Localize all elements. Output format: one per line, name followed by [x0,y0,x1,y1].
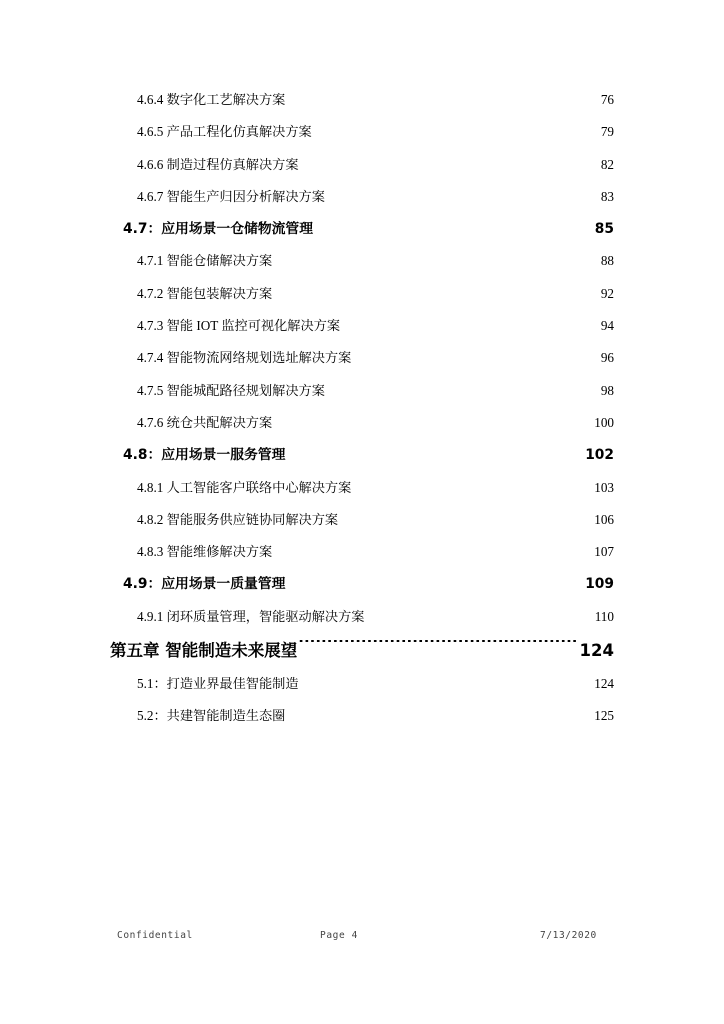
footer-page-number: Page 4 [320,930,358,941]
toc-leader-dots [273,414,593,427]
toc-entry[interactable] [0,633,724,668]
toc-entry[interactable] [0,536,724,568]
toc-entry-title: 4.8：应用场景一服务管理 [123,447,286,464]
toc-entry-title: 5.2：共建智能制造生态圈 [137,708,286,724]
toc-entry[interactable] [0,504,724,536]
toc-entry[interactable] [0,84,724,116]
toc-entry-title: 第五章 智能制造未来展望 [110,641,298,661]
toc-leader-dots [326,188,600,201]
toc-entry-page: 102 [585,447,614,464]
toc-entry[interactable] [0,245,724,277]
toc-leader-dots [273,285,600,298]
toc-entry-title: 4.7.2 智能包装解决方案 [137,285,273,301]
toc-entry-page: 79 [600,124,614,140]
toc-entry[interactable] [0,568,724,600]
toc-leader-dots [273,543,593,556]
toc-entry-page: 85 [594,221,614,238]
toc-entry-title: 4.6.4 数字化工艺解决方案 [137,92,286,107]
toc-entry-page: 106 [594,511,614,527]
toc-leader-dots [298,640,578,657]
toc-entry[interactable] [0,342,724,374]
toc-entry-title: 4.7.6 统仓共配解决方案 [137,414,273,430]
toc-leader-dots [352,349,600,362]
toc-entry-page: 109 [585,576,614,593]
toc-entry-title: 4.6.6 制造过程仿真解决方案 [137,156,299,172]
toc-entry[interactable] [0,700,724,732]
toc-leader-dots [300,155,600,168]
toc-leader-dots [313,123,600,136]
footer-confidential: Confidential [117,930,193,941]
toc-entry[interactable] [0,668,724,700]
toc-entry-title: 4.8.2 智能服务供应链协同解决方案 [137,511,339,527]
toc-entry-page: 83 [600,188,614,204]
toc-entry-title: 4.9.1 闭环质量管理，智能驱动解决方案 [137,608,365,624]
toc-leader-dots [365,608,593,621]
toc-entry[interactable] [0,439,724,471]
toc-entry[interactable] [0,181,724,213]
toc-leader-dots [286,707,593,720]
toc-entry-page: 107 [594,544,614,560]
footer-date: 7/13/2020 [540,930,597,941]
toc-leader-dots [314,219,594,233]
toc-entry[interactable] [0,278,724,310]
toc-entry[interactable] [0,375,724,407]
toc-leader-dots [326,381,600,394]
toc-entry-title: 4.9：应用场景一质量管理 [123,576,286,593]
toc-leader-dots [286,91,599,104]
toc-entry-page: 88 [600,253,614,269]
toc-entry-title: 4.8.3 智能维修解决方案 [137,544,273,560]
toc-entry-page: 76 [600,92,614,107]
toc-leader-dots [352,478,593,491]
toc-entry-page: 98 [600,382,614,398]
toc-entry-page: 94 [600,318,614,334]
toc-entry[interactable] [0,213,724,245]
toc-entry-title: 4.7：应用场景一仓储物流管理 [123,221,314,238]
toc-entry-title: 4.6.7 智能生产归因分析解决方案 [137,188,325,204]
toc-entry[interactable] [0,601,724,633]
toc-entry-page: 82 [600,156,614,172]
toc-leader-dots [341,317,600,330]
toc-entry-title: 4.7.3 智能 IOT 监控可视化解决方案 [137,318,341,334]
toc-leader-dots [300,675,594,688]
toc-entry[interactable] [0,310,724,342]
toc-entry[interactable] [0,407,724,439]
toc-entry-title: 5.1：打造业界最佳智能制造 [137,676,299,692]
toc-entry-page: 96 [600,350,614,366]
toc-entry-title: 4.7.4 智能物流网络规划选址解决方案 [137,350,352,366]
toc-entry[interactable] [0,472,724,504]
table-of-contents [0,84,724,733]
toc-entry-page: 100 [594,414,614,430]
toc-leader-dots [286,575,584,589]
toc-leader-dots [273,252,600,265]
toc-entry-title: 4.7.5 智能城配路径规划解决方案 [137,382,325,398]
toc-entry-title: 4.8.1 人工智能客户联络中心解决方案 [137,479,352,495]
toc-entry-page: 125 [594,708,614,724]
toc-entry[interactable] [0,116,724,148]
toc-entry-page: 110 [594,608,614,624]
toc-entry-title: 4.6.5 产品工程化仿真解决方案 [137,124,312,140]
toc-leader-dots [339,511,593,524]
toc-entry-page: 92 [600,285,614,301]
toc-leader-dots [286,445,584,459]
toc-entry[interactable] [0,149,724,181]
page-footer [0,930,724,946]
toc-entry-page: 124 [594,676,614,692]
toc-entry-page: 103 [594,479,614,495]
toc-entry-page: 124 [579,641,614,661]
toc-entry-title: 4.7.1 智能仓储解决方案 [137,253,273,269]
